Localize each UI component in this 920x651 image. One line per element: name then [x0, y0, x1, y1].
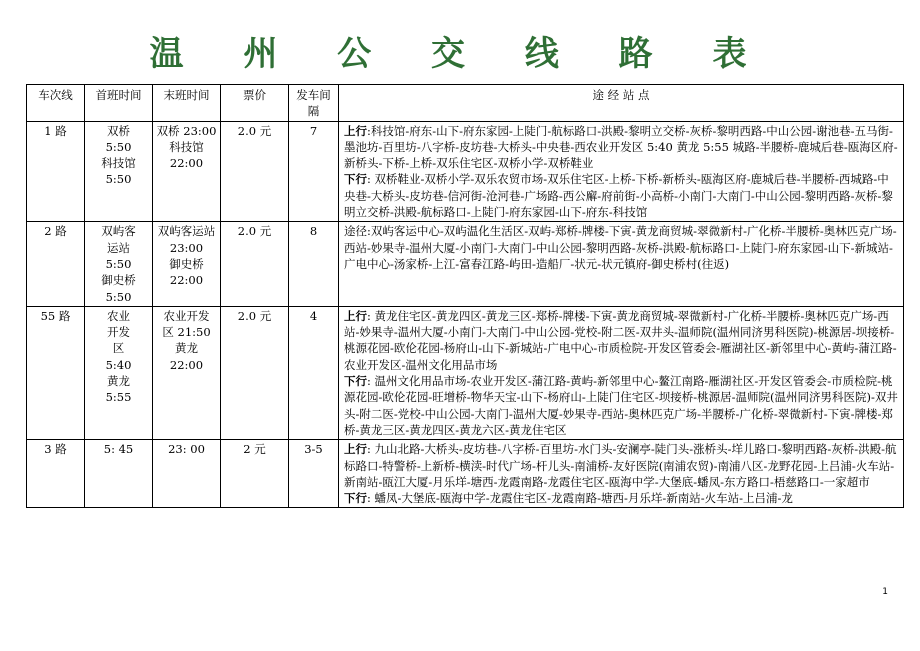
- header-fare: 票价: [221, 85, 289, 122]
- route-line: 1 路: [27, 121, 85, 222]
- header-line: 车次线: [27, 85, 85, 122]
- time-text: 开发: [107, 325, 130, 340]
- route-stops: [339, 121, 904, 222]
- direction-label: 下行: [344, 491, 367, 506]
- stops-text: : 蟠凤-大堡底-瓯海中学-龙霞住宅区-龙霞南路-塘西-月乐垟-新南站-火车站-上吕浦-龙: [367, 491, 793, 506]
- time-text: 22:00: [169, 357, 204, 372]
- time-text: 黄龙: [107, 374, 130, 389]
- header-stops: 途 经 站 点: [339, 85, 904, 122]
- first-bus-times: [85, 306, 153, 439]
- time-text: 5:50: [105, 289, 132, 304]
- last-bus-time: 23: 00: [153, 440, 221, 508]
- first-bus-time: 5: 45: [85, 440, 153, 508]
- header-interval: 发车间隔: [289, 85, 339, 122]
- stops-text: :科技馆-府东-山下-府东家园-上陡门-航标路口-洪殿-黎明立交桥-灰桥-黎明西路-中山公园-谢池巷-五马街-墨池坊-百里坊-八字桥-皮坊巷-大桥头-中央巷-西农业开发区 5:40 黄龙 5:55 城路-半腰桥-鹿城后巷-瓯海区府-新桥头-下桥-上桥-双乐住宅区-双桥小学-双桥鞋业: [344, 123, 898, 171]
- page-title: 温 州 公 交 线 路 表: [149, 34, 771, 74]
- last-bus-times: [153, 121, 221, 222]
- time-text: 双桥 23:00: [156, 123, 217, 138]
- time-text: 22:00: [169, 273, 204, 288]
- time-text: 农业: [107, 308, 130, 323]
- time-text: 5:40: [105, 357, 132, 372]
- bus-route-table: [26, 84, 904, 508]
- table-row: [27, 121, 904, 222]
- time-text: 科技馆: [101, 156, 136, 171]
- time-text: 御史桥: [101, 273, 136, 288]
- time-text: 御史桥: [169, 256, 204, 271]
- interval: 3-5: [289, 440, 339, 508]
- direction-label: 上行: [344, 308, 367, 323]
- time-text: 黄龙: [175, 341, 198, 356]
- interval: 7: [289, 121, 339, 222]
- direction-label: 下行: [344, 374, 367, 389]
- page-number: 1: [882, 587, 888, 597]
- time-text: 运站: [107, 240, 130, 255]
- first-bus-times: [85, 121, 153, 222]
- table-row: [27, 222, 904, 306]
- time-text: 5:50: [105, 172, 132, 187]
- interval: 4: [289, 306, 339, 439]
- time-text: 5:55: [105, 390, 132, 405]
- time-text: 区 21:50: [162, 325, 211, 340]
- time-text: 5:50: [105, 139, 132, 154]
- last-bus-times: [153, 306, 221, 439]
- direction-label: 上行: [344, 123, 367, 138]
- table-row: [27, 440, 904, 508]
- route-stops: [339, 222, 904, 306]
- time-text: 23:00: [169, 240, 204, 255]
- direction-label: 下行: [344, 172, 367, 187]
- route-stops: [339, 306, 904, 439]
- fare: 2 元: [221, 440, 289, 508]
- header-last-bus: 末班时间: [153, 85, 221, 122]
- header-first-bus: 首班时间: [85, 85, 153, 122]
- fare: 2.0 元: [221, 121, 289, 222]
- time-text: 5:50: [105, 256, 132, 271]
- stops-text: : 黄龙住宅区-黄龙四区-黄龙三区-郑桥-牌楼-下寅-黄龙商贸城-翠微新村-广化桥-半腰桥-奥林匹克广场-西站-妙果寺-温州大厦-小南门-大南门-中山公园-党校-附二医-双井头-温师院(温州同济男科医院)-桃源居-坝接桥-桃源花园-欧伦花园-杨府山-山下-新城站-广电中心-市质检院-开发区管委会-雁湖社区-新邻里中心-黄屿-蒲江路-农业开发区-温州文化用品市场: [344, 308, 897, 372]
- interval: 8: [289, 222, 339, 306]
- table-row: [27, 306, 904, 439]
- fare: 2.0 元: [221, 306, 289, 439]
- time-text: 区: [112, 341, 125, 356]
- time-text: 双屿客: [101, 224, 136, 239]
- table-header-row: [27, 85, 904, 122]
- stops-text: : 温州文化用品市场-农业开发区-蒲江路-黄屿-新邻里中心-鳌江南路-雁湖社区-开发区管委会-市质检院-桃源花园-欧伦花园-旺增桥-物华天宝-山下-杨府山-上陡门住宅区-坝接桥-桃源居-温师院(温州同济男科医院)-双井头-附二医-党校-中山公园-大南门-温州大厦-妙果寺-西站-奥林匹克广场-半腰桥-广化桥-翠微新村-下寅-牌楼-郑桥-黄龙三区-黄龙四区-黄龙六区-黄龙住宅区: [344, 374, 898, 437]
- route-line: 55 路: [27, 306, 85, 439]
- time-text: 双屿客运站: [157, 224, 216, 239]
- fare: 2.0 元: [221, 222, 289, 306]
- last-bus-times: [153, 222, 221, 306]
- route-line: 3 路: [27, 440, 85, 508]
- time-text: 双桥: [107, 123, 130, 138]
- route-stops: [339, 440, 904, 508]
- time-text: 科技馆: [169, 139, 204, 154]
- stops-text: : 九山北路-大桥头-皮坊巷-八字桥-百里坊-水门头-安澜亭-陡门头-涨桥头-垟儿路口-黎明西路-灰桥-洪殿-航标路口-特警桥-上新桥-横渎-时代广场-杆儿头-南浦桥-友好医院(南浦农贸)-南浦八区-龙野花园-上吕浦-火车站-新南站-瓯江大厦-月乐垟-塘西-龙霞南路-龙霞住宅区-瓯海中学-大堡底-蟠凤-东方路口-梧慈路口-一家超市: [344, 442, 897, 489]
- first-bus-times: [85, 222, 153, 306]
- time-text: 农业开发: [163, 308, 210, 323]
- stops-text: : 双桥鞋业-双桥小学-双乐农贸市场-双乐住宅区-上桥-下桥-新桥头-瓯海区府-鹿城后巷-半腰桥-西城路-中央巷-大桥头-皮坊巷-信河街-沧河巷-广场路-西公廨-府前街-小高桥-小南门-大南门-中山公园-黎明西路-灰桥-黎明立交桥-洪殿-航标路口-上陡门-府东家园-山下-府东-科技馆: [344, 172, 893, 220]
- direction-label: 上行: [344, 442, 367, 457]
- route-line: 2 路: [27, 222, 85, 306]
- stops-text: 途径:双屿客运中心-双屿温化生活区-双屿-郑桥-牌楼-下寅-黄龙商贸城-翠微新村-广化桥-半腰桥-奥林匹克广场-西站-妙果寺-温州大厦-小南门-大南门-中山公园-黎明西路-灰桥-洪殿-航标路口-上陡门-府东家园-山下-新城站-广电中心-汤家桥-上江-富春江路-屿田-造船厂-状元-状元镇府-御史桥村(往返): [344, 224, 897, 271]
- time-text: 22:00: [169, 156, 204, 171]
